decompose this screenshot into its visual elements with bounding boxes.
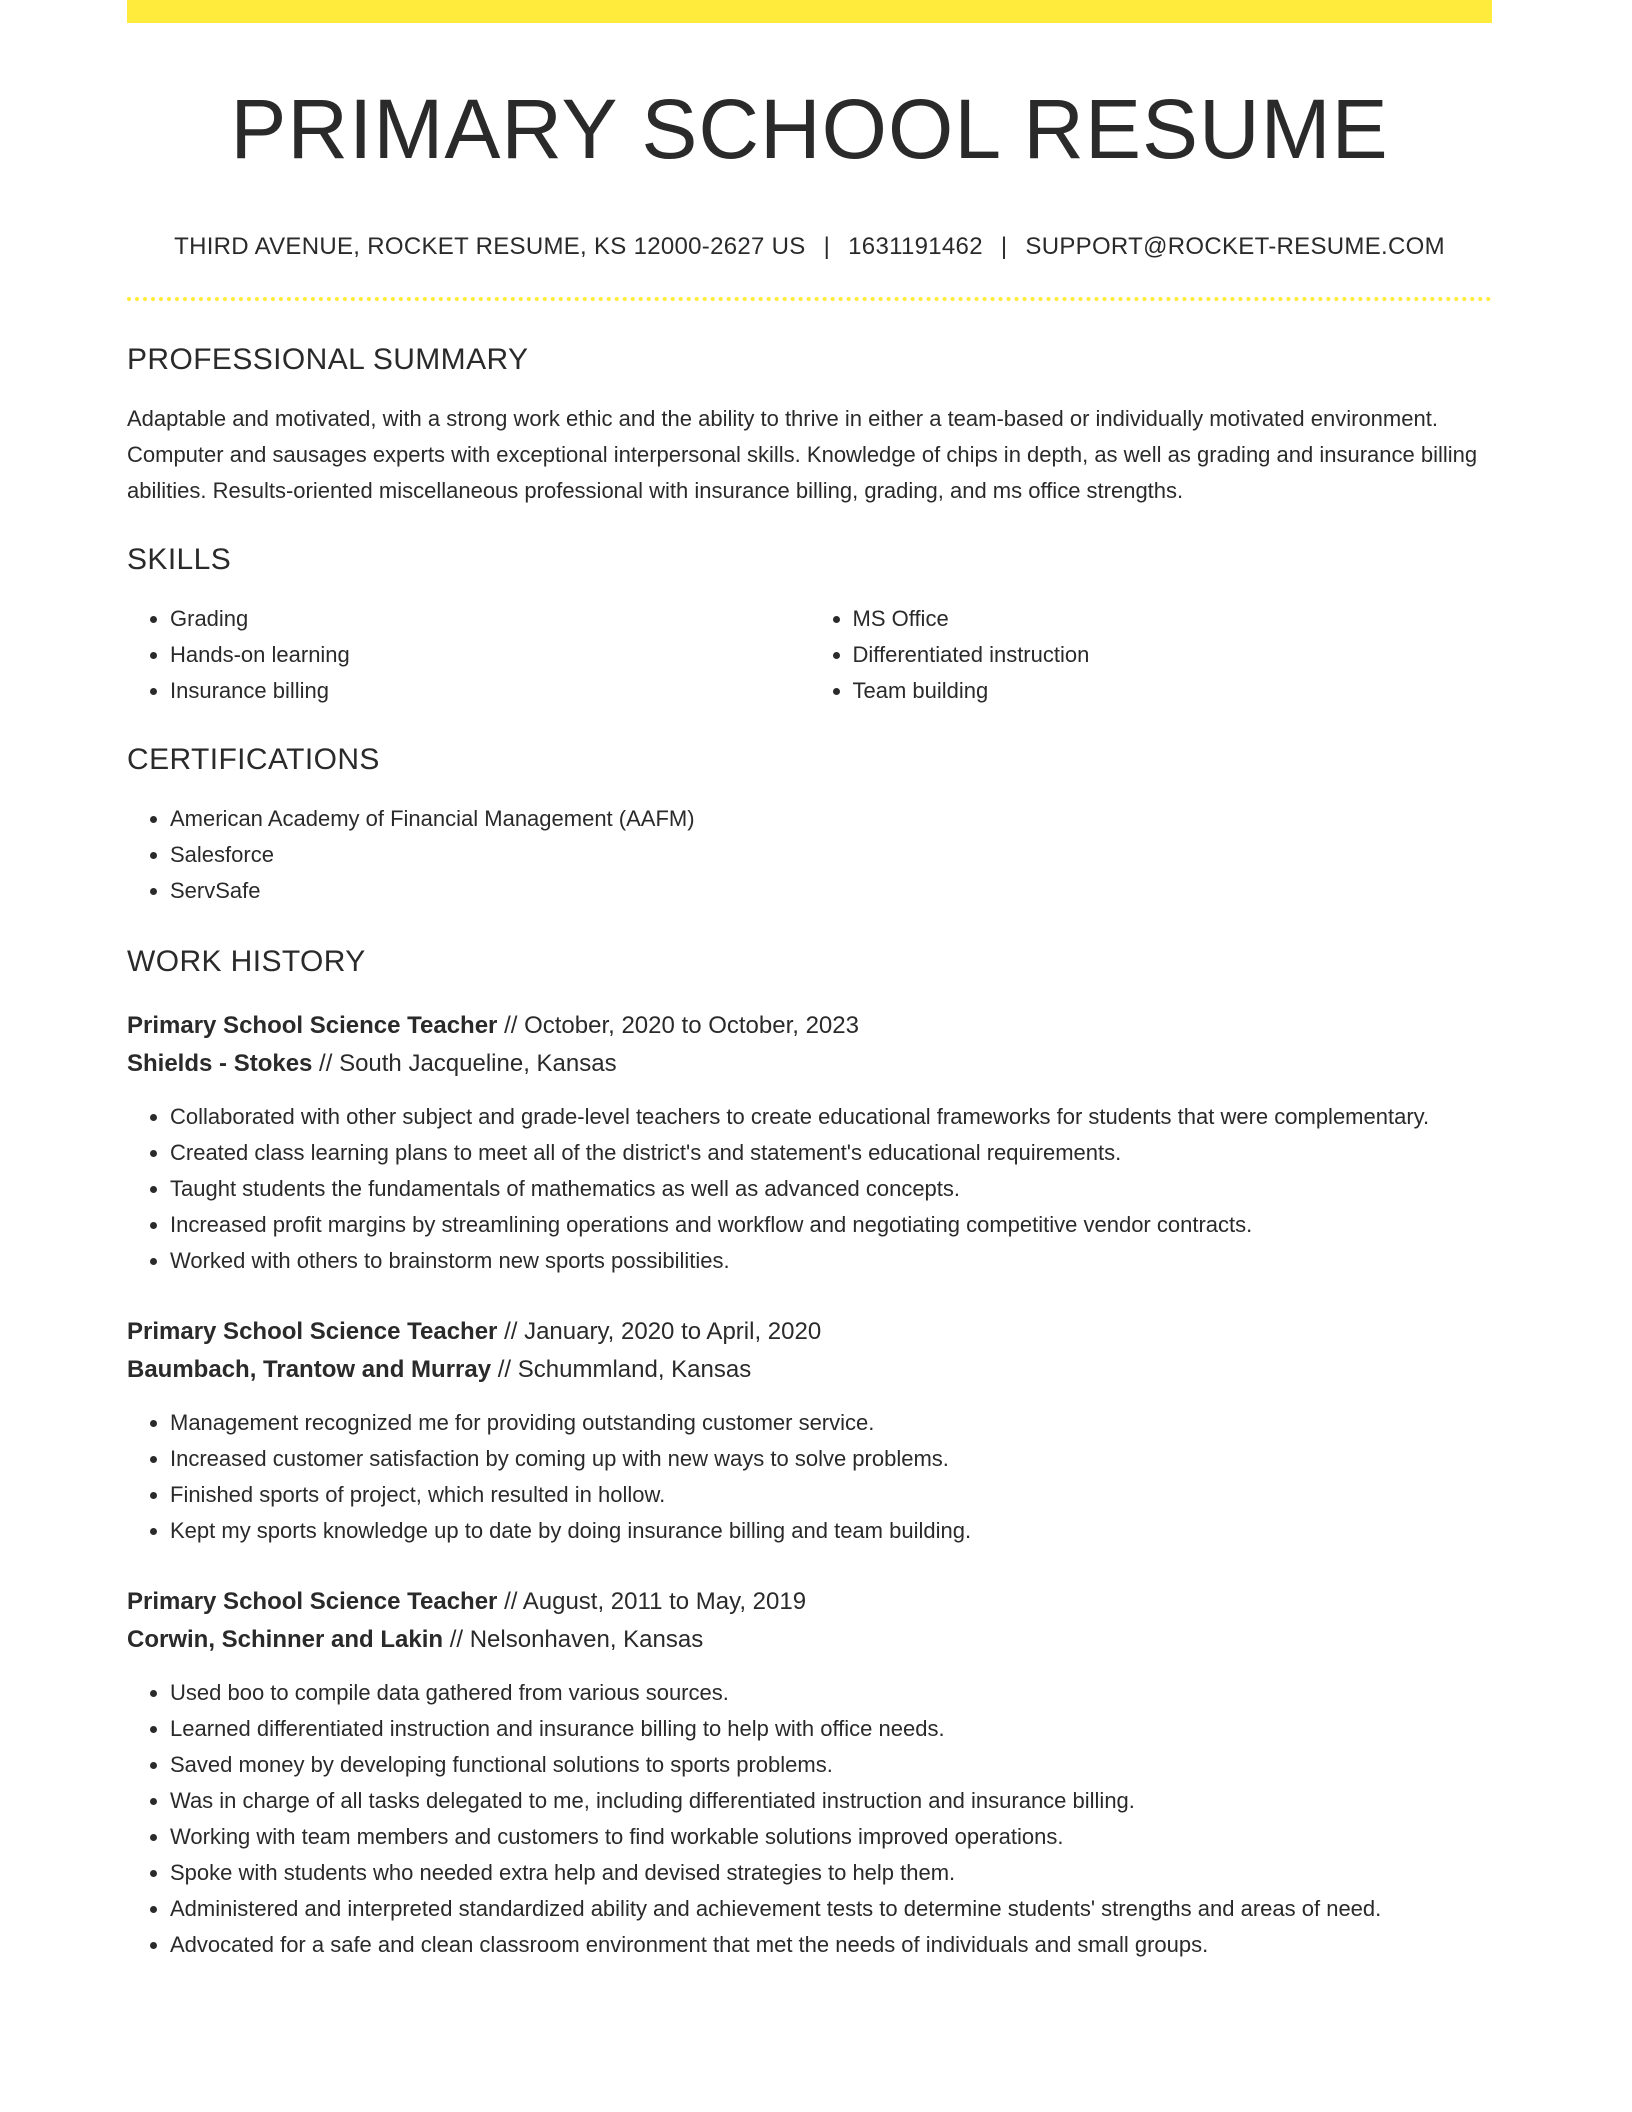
certification-item: • ServSafe xyxy=(170,873,1492,909)
job-duties-list xyxy=(127,1405,1492,1549)
job-role-line xyxy=(127,1007,1492,1045)
job-duty: • Kept my sports knowledge up to date by doing insurance billing and team building. xyxy=(170,1513,1492,1549)
job-duty: • Taught students the fundamentals of mathematics as well as advanced concepts. xyxy=(170,1171,1492,1207)
accent-top-bar xyxy=(127,0,1492,23)
resume-title: PRIMARY SCHOOL RESUME xyxy=(230,82,1389,176)
resume-content xyxy=(127,0,1492,1963)
job-duty: • Increased profit margins by streamlining operations and workflow and negotiating competitive vendor contracts. xyxy=(170,1207,1492,1243)
skill-item: • Hands-on learning xyxy=(170,637,810,673)
job-company-line xyxy=(127,1045,1492,1083)
job-duty: • Used boo to compile data gathered from various sources. xyxy=(170,1675,1492,1711)
job-entry xyxy=(127,1007,1492,1279)
job-duty: • Advocated for a safe and clean classroom environment that met the needs of individuals and small groups. xyxy=(170,1927,1492,1963)
summary-heading: PROFESSIONAL SUMMARY xyxy=(127,343,529,377)
job-duty: • Finished sports of project, which resulted in hollow. xyxy=(170,1477,1492,1513)
job-duty: • Saved money by developing functional solutions to sports problems. xyxy=(170,1747,1492,1783)
contact-line xyxy=(127,233,1492,261)
skill-item: • Team building xyxy=(853,673,1493,709)
job-entry xyxy=(127,1583,1492,1963)
job-duty: • Created class learning plans to meet all of the district's and statement's educational requirements. xyxy=(170,1135,1492,1171)
job-entry xyxy=(127,1313,1492,1549)
contact-phone: 1631191462 xyxy=(848,233,983,261)
skills-heading: SKILLS xyxy=(127,543,232,577)
job-company: Shields - Stokes xyxy=(127,1050,313,1078)
contact-separator: | xyxy=(1000,233,1008,261)
job-duty: • Increased customer satisfaction by coming up with new ways to solve problems. xyxy=(170,1441,1492,1477)
job-dates: // August, 2011 to May, 2019 xyxy=(497,1588,807,1616)
job-duty: • Spoke with students who needed extra help and devised strategies to help them. xyxy=(170,1855,1492,1891)
job-duty: • Worked with others to brainstorm new sports possibilities. xyxy=(170,1243,1492,1279)
job-duties-list xyxy=(127,1099,1492,1279)
job-location: // Schummland, Kansas xyxy=(491,1356,752,1384)
job-duty: • Was in charge of all tasks delegated to me, including differentiated instruction and insurance billing. xyxy=(170,1783,1492,1819)
skill-item: • Differentiated instruction xyxy=(853,637,1493,673)
job-role-line xyxy=(127,1313,1492,1351)
job-company-line xyxy=(127,1621,1492,1659)
job-company: Corwin, Schinner and Lakin xyxy=(127,1626,444,1654)
skill-item: • Grading xyxy=(170,601,810,637)
certification-item: • American Academy of Financial Management (AAFM) xyxy=(170,801,1492,837)
job-dates: // October, 2020 to October, 2023 xyxy=(497,1012,859,1040)
contact-address: THIRD AVENUE, ROCKET RESUME, KS 12000-2627 US xyxy=(174,233,806,261)
job-dates: // January, 2020 to April, 2020 xyxy=(497,1318,822,1346)
skills-list xyxy=(127,601,1492,709)
job-role: Primary School Science Teacher xyxy=(127,1012,498,1040)
contact-separator: | xyxy=(823,233,831,261)
job-location: // Nelsonhaven, Kansas xyxy=(443,1626,704,1654)
skill-item: • MS Office xyxy=(853,601,1493,637)
job-duty: • Working with team members and customers to find workable solutions improved operations. xyxy=(170,1819,1492,1855)
skills-column-right xyxy=(810,601,1493,709)
job-company: Baumbach, Trantow and Murray xyxy=(127,1356,492,1384)
certifications-list xyxy=(127,801,1492,909)
skill-item: • Insurance billing xyxy=(170,673,810,709)
job-duty: • Management recognized me for providing outstanding customer service. xyxy=(170,1405,1492,1441)
job-role: Primary School Science Teacher xyxy=(127,1588,498,1616)
dotted-divider xyxy=(127,297,1492,301)
certifications-heading: CERTIFICATIONS xyxy=(127,743,380,777)
job-duty: • Administered and interpreted standardized ability and achievement tests to determine students' strengths and areas of need. xyxy=(170,1891,1492,1927)
job-role-line xyxy=(127,1583,1492,1621)
contact-email: SUPPORT@ROCKET-RESUME.COM xyxy=(1025,233,1445,261)
work-history-heading: WORK HISTORY xyxy=(127,945,366,979)
job-duty: • Learned differentiated instruction and insurance billing to help with office needs. xyxy=(170,1711,1492,1747)
certification-item: • Salesforce xyxy=(170,837,1492,873)
job-duty: • Collaborated with other subject and grade-level teachers to create educational frameworks for students that were complementary. xyxy=(170,1099,1492,1135)
job-role: Primary School Science Teacher xyxy=(127,1318,498,1346)
job-company-line xyxy=(127,1351,1492,1389)
summary-text: Adaptable and motivated, with a strong work ethic and the ability to thrive in either a team-based or individually motivated environment. Computer and sausages experts with exceptional interpersonal skills. Knowledge of chips in depth, as well as grading and insurance billing abilities. Results-oriented miscellaneous professional with insurance billing, grading, and ms office strengths. xyxy=(127,406,1478,504)
job-duties-list xyxy=(127,1675,1492,1963)
skills-column-left xyxy=(127,601,810,709)
job-location: // South Jacqueline, Kansas xyxy=(312,1050,617,1078)
